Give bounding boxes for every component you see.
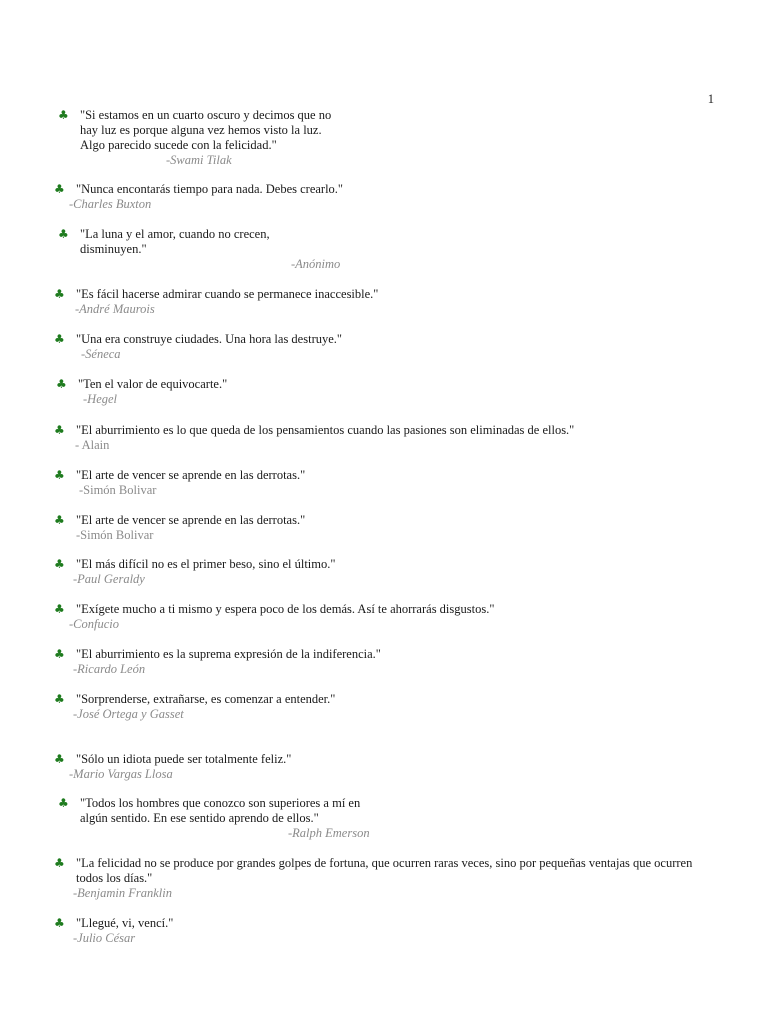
quote-text: "Exígete mucho a ti mismo y espera poco de los demás. Así te ahorrarás disgustos." bbox=[76, 602, 495, 616]
quote-text: "Sólo un idiota puede ser totalmente feliz." bbox=[76, 752, 292, 766]
quote-author: -André Maurois bbox=[75, 302, 155, 316]
club-icon: ♣ bbox=[54, 182, 65, 196]
club-icon: ♣ bbox=[54, 513, 65, 527]
quote-text: "El aburrimiento es lo que queda de los pensamientos cuando las pasiones son eliminadas de ellos." bbox=[76, 423, 575, 437]
quote-author: - Alain bbox=[75, 438, 110, 452]
quote-text: "Sorprenderse, extrañarse, es comenzar a entender." bbox=[76, 692, 336, 706]
quote-author: -Charles Buxton bbox=[69, 197, 152, 211]
quote-text: "El aburrimiento es la suprema expresión de la indiferencia." bbox=[76, 647, 381, 661]
quote-author: -José Ortega y Gasset bbox=[73, 707, 184, 721]
quote-text: "El arte de vencer se aprende en las derrotas." bbox=[76, 468, 306, 482]
quote-author: -Swami Tilak bbox=[166, 153, 232, 167]
quote-author: -Benjamin Franklin bbox=[73, 886, 172, 900]
club-icon: ♣ bbox=[54, 287, 65, 301]
club-icon: ♣ bbox=[58, 796, 69, 810]
quote-author: -Paul Geraldy bbox=[73, 572, 145, 586]
quote-author: -Ralph Emerson bbox=[288, 826, 370, 840]
quote-author: -Ricardo León bbox=[73, 662, 146, 676]
quote-author: -Séneca bbox=[81, 347, 121, 361]
club-icon: ♣ bbox=[56, 377, 67, 391]
quote-author: -Mario Vargas Llosa bbox=[69, 767, 173, 781]
club-icon: ♣ bbox=[54, 332, 65, 346]
quote-author: -Hegel bbox=[83, 392, 118, 406]
quote-text: "Es fácil hacerse admirar cuando se permanece inaccesible." bbox=[76, 287, 379, 301]
quote-text: "La felicidad no se produce por grandes golpes de fortuna, que ocurren raras veces, sino por pequeñas ventajas que ocurren todos los días." bbox=[76, 856, 693, 885]
quote-author: -Simón Bolivar bbox=[76, 528, 154, 542]
quote-author: -Simón Bolivar bbox=[79, 483, 157, 497]
club-icon: ♣ bbox=[54, 647, 65, 661]
club-icon: ♣ bbox=[54, 468, 65, 482]
quote-author: -Anónimo bbox=[291, 257, 341, 271]
club-icon: ♣ bbox=[54, 423, 65, 437]
quote-author: -Julio César bbox=[73, 931, 136, 945]
club-icon: ♣ bbox=[58, 108, 69, 122]
page-number: 1 bbox=[707, 92, 714, 106]
club-icon: ♣ bbox=[54, 692, 65, 706]
club-icon: ♣ bbox=[54, 557, 65, 571]
quote-text: "Una era construye ciudades. Una hora las destruye." bbox=[76, 332, 343, 346]
quote-text: "Ten el valor de equivocarte." bbox=[78, 377, 228, 391]
quote-text: "Si estamos en un cuarto oscuro y decimos que no hay luz es porque alguna vez hemos visto la luz. Algo parecido sucede con la felicidad." bbox=[80, 108, 332, 152]
quote-text: "Llegué, vi, vencí." bbox=[76, 916, 174, 930]
quote-text: "Todos los hombres que conozco son superiores a mí en algún sentido. En ese sentido aprendo de ellos." bbox=[80, 796, 361, 825]
quote-author: -Confucio bbox=[69, 617, 119, 631]
quote-text: "Nunca encontarás tiempo para nada. Debes crearlo." bbox=[76, 182, 344, 196]
club-icon: ♣ bbox=[58, 227, 69, 241]
club-icon: ♣ bbox=[54, 602, 65, 616]
club-icon: ♣ bbox=[54, 856, 65, 870]
quote-text: "El más difícil no es el primer beso, sino el último." bbox=[76, 557, 336, 571]
club-icon: ♣ bbox=[54, 752, 65, 766]
quote-text: "El arte de vencer se aprende en las derrotas." bbox=[76, 513, 306, 527]
quote-text: "La luna y el amor, cuando no crecen, disminuyen." bbox=[80, 227, 270, 256]
club-icon: ♣ bbox=[54, 916, 65, 930]
